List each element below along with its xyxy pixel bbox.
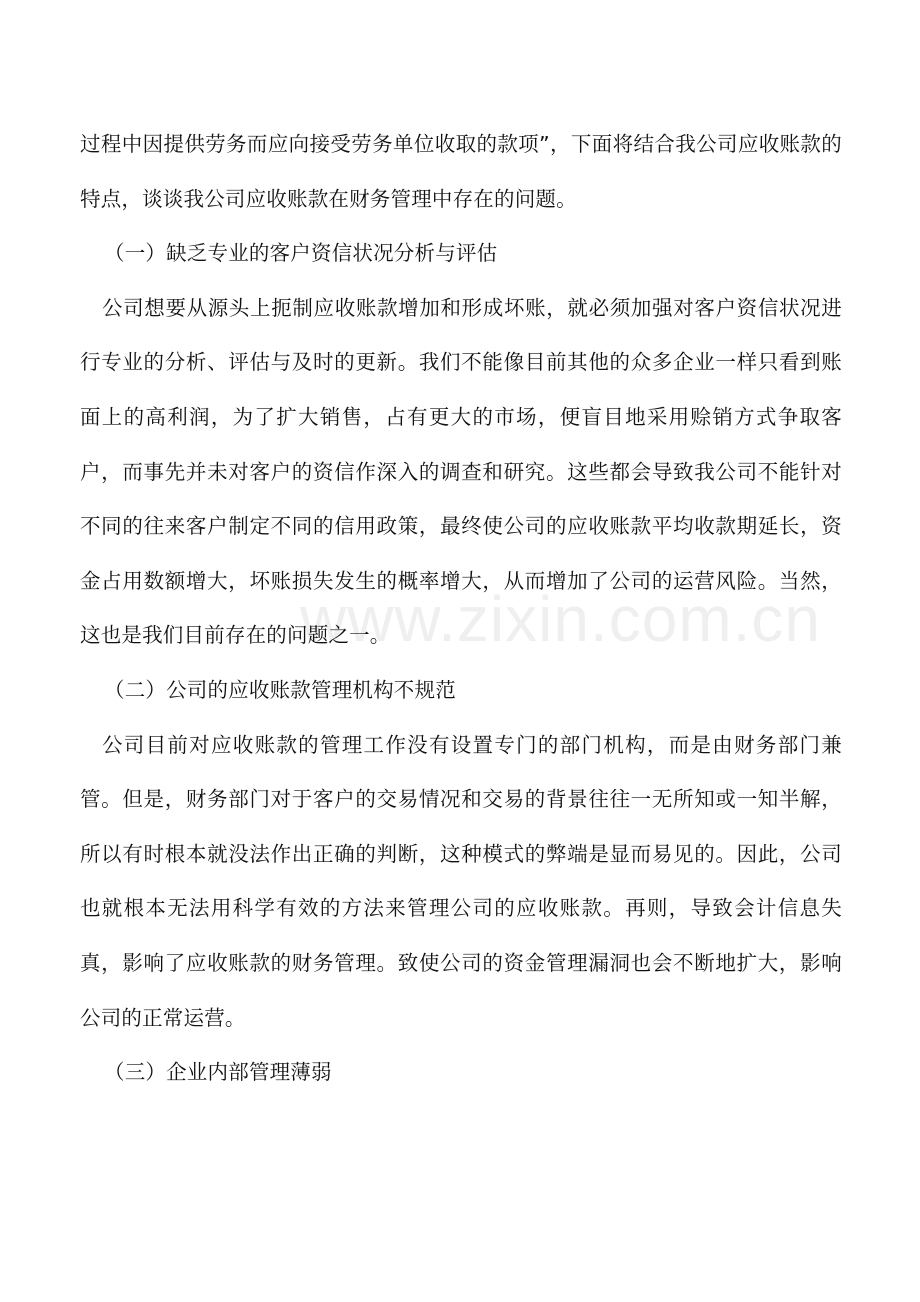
section-heading-1: （一）缺乏专业的客户资信状况分析与评估 bbox=[104, 241, 498, 266]
paragraph-body-2: 公司目前对应收账款的管理工作没有设置专门的部门机构，而是由财务部门兼管。但是，财务部门对于客户的交易情况和交易的背景往往一无所知或一知半解，所以有时根本就没法作出正确的判断，这种模式的弊端是显而易见的。因此，公司也就根本无法用科学有效的方法来管理公司的应收账款。再则，导致会计信息失真，影响了应收账款的财务管理。致使公司的资金管理漏洞也会不断地扩大，影响公司的正常运营。 bbox=[80, 732, 842, 1030]
paragraph-body-1: 公司想要从源头上扼制应收账款增加和形成坏账，就必须加强对客户资信状况进行专业的分析、评估与及时的更新。我们不能像目前其他的众多企业一样只看到账面上的高利润，为了扩大销售，占有更大的市场，便盲目地采用赊销方式争取客户，而事先并未对客户的资信作深入的调查和研究。这些都会导致我公司不能针对不同的往来客户制定不同的信用政策，最终使公司的应收账款平均收款期延长，资金占用数额增大，坏账损失发生的概率增大，从而增加了公司的运营风险。当然，这也是我们目前存在的问题之一。 bbox=[80, 295, 842, 648]
section-heading-2: （二）公司的应收账款管理机构不规范 bbox=[104, 677, 456, 702]
paragraph-continuation: 过程中因提供劳务而应向接受劳务单位收取的款项”，下面将结合我公司应收账款的特点，谈谈我公司应收账款在财务管理中存在的问题。 bbox=[80, 132, 842, 211]
watermark-text: www.zixin.com.cn bbox=[300, 583, 821, 655]
section-heading-3: （三）企业内部管理薄弱 bbox=[104, 1060, 332, 1085]
document-body bbox=[80, 117, 842, 1100]
